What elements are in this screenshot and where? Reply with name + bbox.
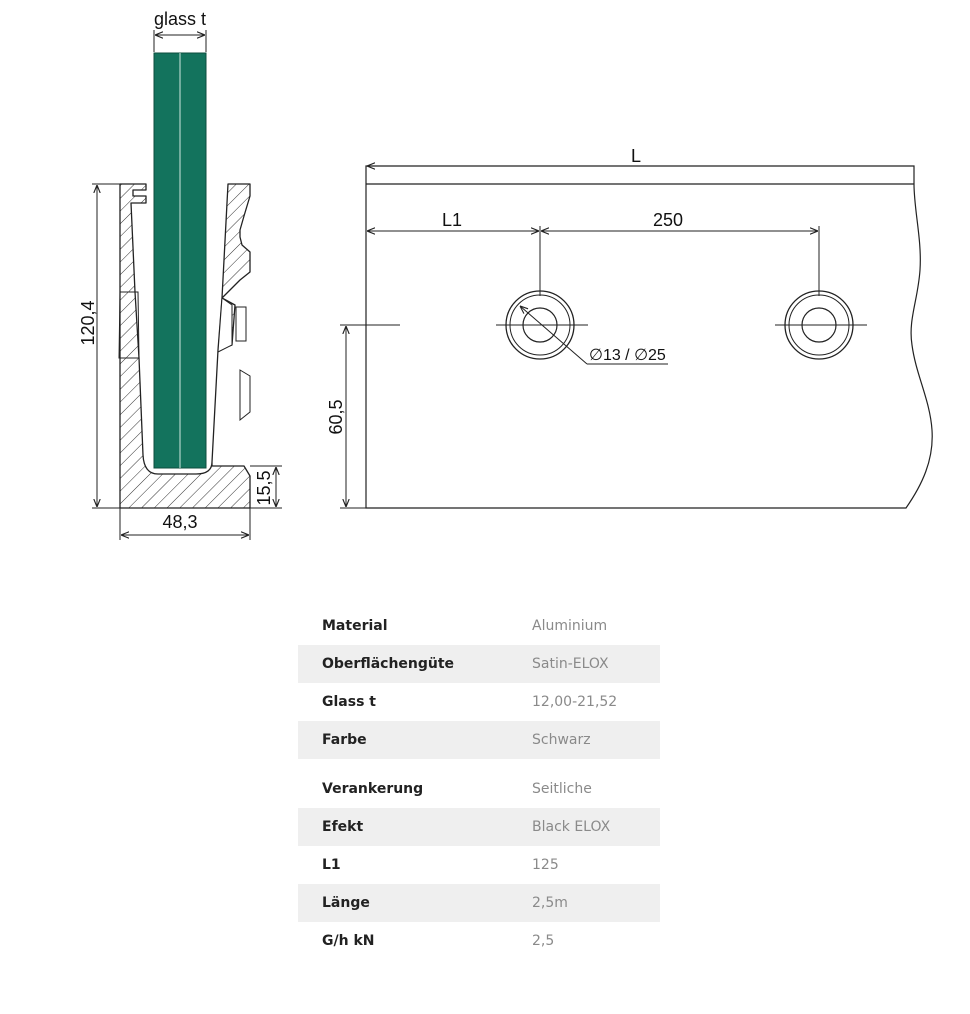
- spec-group: [298, 770, 660, 960]
- spec-label: Efekt: [322, 819, 364, 835]
- spec-label: Länge: [322, 895, 370, 911]
- spec-label: L1: [322, 857, 341, 873]
- right-notch: [240, 370, 250, 420]
- length-label: L: [630, 146, 642, 166]
- hole-diameter-label: ∅13 / ∅25: [589, 347, 666, 364]
- glass-t-label: glass t: [153, 9, 207, 29]
- spec-label: Glass t: [322, 694, 376, 710]
- spec-value: Seitliche: [532, 781, 592, 797]
- spec-row: [298, 846, 660, 884]
- spec-row: [298, 683, 660, 721]
- spec-label: G/h kN: [322, 933, 375, 949]
- right-wedge: [218, 298, 232, 352]
- spec-label: Verankerung: [322, 781, 424, 797]
- hole-spacing-label: 250: [652, 210, 684, 230]
- profile-cross-section: [78, 9, 282, 540]
- mounting-hole: [775, 291, 867, 359]
- spec-row: [298, 884, 660, 922]
- spec-label: Oberflächengüte: [322, 656, 455, 672]
- side-elevation: [326, 146, 932, 508]
- spec-group: [298, 607, 660, 759]
- spec-value: 125: [532, 857, 559, 873]
- height-total-label: 120,4: [78, 300, 98, 346]
- specification-table: [298, 607, 660, 971]
- spec-row: [298, 607, 660, 645]
- spec-value: Aluminium: [532, 618, 608, 634]
- width-base-label: 48,3: [162, 512, 198, 532]
- spec-value: 12,00-21,52: [532, 694, 618, 710]
- spec-row: [298, 721, 660, 759]
- spec-row: [298, 808, 660, 846]
- spec-value: Satin-ELOX: [532, 656, 609, 672]
- spec-row: [298, 922, 660, 960]
- spec-value: Schwarz: [532, 732, 591, 748]
- spec-label: Farbe: [322, 732, 367, 748]
- spec-row: [298, 770, 660, 808]
- spec-value: Black ELOX: [532, 819, 611, 835]
- spec-value: 2,5: [532, 933, 555, 949]
- spec-row: [298, 645, 660, 683]
- right-insert: [236, 307, 246, 341]
- spec-value: 2,5m: [532, 895, 568, 911]
- spec-label: Material: [322, 618, 388, 634]
- l1-label: L1: [441, 210, 463, 230]
- height-base-label: 15,5: [254, 470, 274, 506]
- hole-height-label: 60,5: [326, 399, 346, 435]
